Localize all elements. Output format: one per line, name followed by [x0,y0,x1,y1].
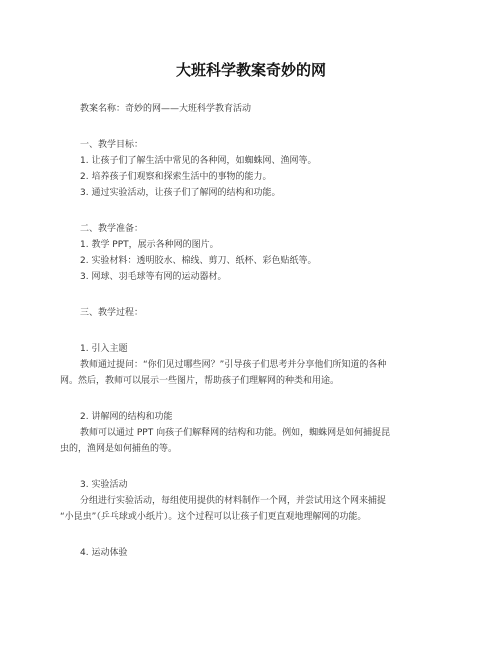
goal-item: 3. 通过实验活动，让孩子们了解网的结构和功能。 [80,188,281,198]
prep-item: 1. 教学 PPT，展示各种网的图片。 [80,240,219,250]
prep-item: 2. 实验材料：透明胶水、棉线、剪刀、纸杯、彩色贴纸等。 [80,256,317,266]
document-title: 大班科学教案奇妙的网 [175,61,326,79]
step-text-line: 教师可以通过 PPT 向孩子们解释网的结构和功能。例如，蜘蛛网是如何捕捉昆 [80,428,391,438]
step-title: 4. 运动体验 [80,548,128,558]
step-title: 2. 讲解网的结构和功能 [80,412,173,422]
step-title: 3. 实验活动 [80,480,128,490]
goal-item: 1. 让孩子们了解生活中常见的各种网，如蜘蛛网、渔网等。 [80,156,317,166]
step-text-line: 虫的，渔网是如何捕鱼的等。 [60,444,178,454]
prep-heading: 二、教学准备： [80,224,144,234]
step-text-line: 网。然后，教师可以展示一些图片，帮助孩子们理解网的种类和用途。 [60,376,340,386]
step-text-line: 教师通过提问：“你们见过哪些网？”引导孩子们思考并分享他们所知道的各种 [80,360,387,370]
goal-item: 2. 培养孩子们观察和探索生活中的事物的能力。 [80,172,272,182]
lesson-name-line: 教案名称：奇妙的网——大班科学教育活动 [80,104,252,114]
step-text-line: “小昆虫”（乒乓球或小纸片）。这个过程可以让孩子们更直观地理解网的功能。 [60,512,367,522]
step-text-line: 分组进行实验活动，每组使用提供的材料制作一个网，并尝试用这个网来捕捉 [80,496,387,506]
step-title: 1. 引入主题 [80,344,128,354]
prep-item: 3. 网球、羽毛球等有网的运动器材。 [80,272,227,282]
goals-heading: 一、教学目标： [80,140,144,150]
process-heading: 三、教学过程： [80,308,144,318]
